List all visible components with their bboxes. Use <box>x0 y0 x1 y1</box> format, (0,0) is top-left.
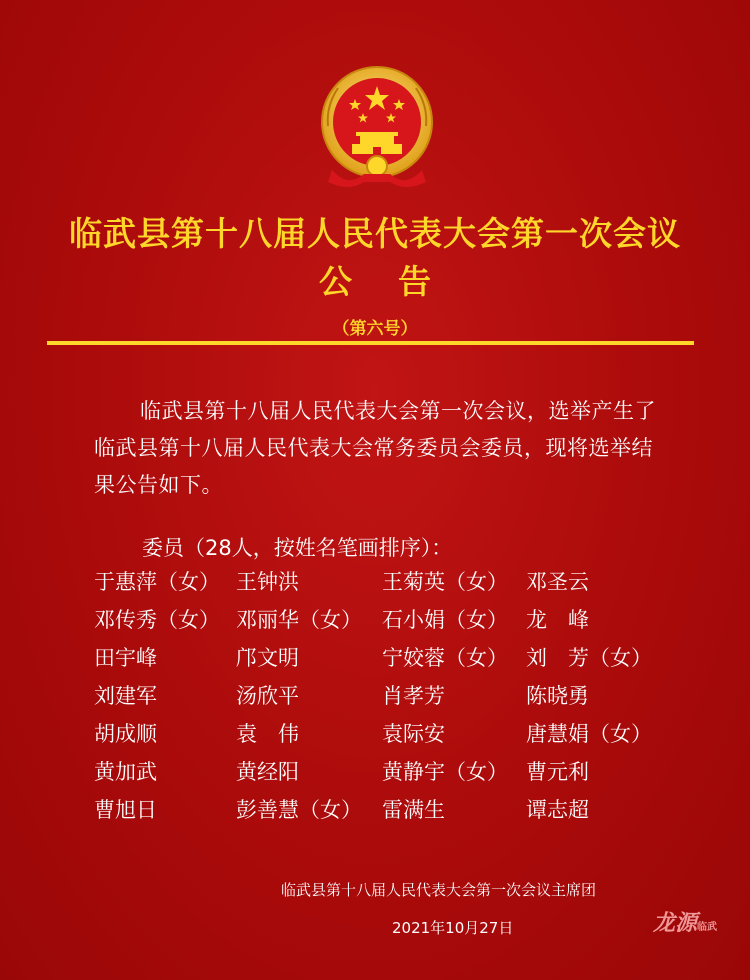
member-name: 邓圣云 <box>526 570 589 594</box>
issuing-organization: 临武县第十八届人民代表大会第一次会议主席团 <box>281 881 597 899</box>
member-name: 于惠萍（女） <box>94 570 220 594</box>
member-name: 邓传秀（女） <box>94 608 220 632</box>
member-name: 肖孝芳 <box>382 684 445 708</box>
member-name: 袁 伟 <box>236 722 299 746</box>
page-title: 临武县第十八届人民代表大会第一次会议 <box>69 214 681 253</box>
member-name: 刘建军 <box>94 684 157 708</box>
member-row <box>94 795 714 833</box>
member-row <box>94 757 714 795</box>
member-name: 黄静宇（女） <box>382 760 508 784</box>
announcement-paragraph: 临武县第十八届人民代表大会第一次会议，选举产生了临武县第十八届人民代表大会常务委员会委员，现将选举结果公告如下。 <box>94 399 656 497</box>
member-name: 雷满生 <box>382 798 445 822</box>
member-name: 王钟洪 <box>236 570 299 594</box>
national-emblem-icon <box>318 66 436 190</box>
member-name: 胡成顺 <box>94 722 157 746</box>
member-name: 龙 峰 <box>526 608 589 632</box>
member-name: 袁际安 <box>382 722 445 746</box>
watermark-small: 临武 <box>697 922 718 933</box>
member-name: 王菊英（女） <box>382 570 508 594</box>
member-name: 谭志超 <box>526 798 589 822</box>
member-list <box>94 567 714 833</box>
watermark-text: 龙源 <box>653 910 698 936</box>
member-row <box>94 719 714 757</box>
member-name: 曹元利 <box>526 760 589 784</box>
member-name: 田宇峰 <box>94 646 157 670</box>
member-list-heading: 委员（28人，按姓名笔画排序）： <box>142 536 453 560</box>
member-name: 宁姣蓉（女） <box>382 646 508 670</box>
member-name: 刘 芳（女） <box>526 646 652 670</box>
member-name: 曹旭日 <box>94 798 157 822</box>
page-subtitle: 公告 <box>319 262 477 301</box>
issue-date: 2021年10月27日 <box>392 919 514 937</box>
member-name: 唐慧娟（女） <box>526 722 652 746</box>
source-watermark <box>653 906 717 937</box>
member-name: 汤欣平 <box>236 684 299 708</box>
member-name: 黄加武 <box>94 760 157 784</box>
member-name: 黄经阳 <box>236 760 299 784</box>
member-name: 陈晓勇 <box>526 684 589 708</box>
divider <box>47 341 694 345</box>
member-row <box>94 681 714 719</box>
member-row <box>94 567 714 605</box>
announcement-number: （第六号） <box>332 319 418 339</box>
member-row <box>94 605 714 643</box>
member-name: 邝文明 <box>236 646 299 670</box>
member-name: 彭善慧（女） <box>236 798 362 822</box>
member-row <box>94 643 714 681</box>
member-name: 邓丽华（女） <box>236 608 362 632</box>
member-name: 石小娟（女） <box>382 608 508 632</box>
